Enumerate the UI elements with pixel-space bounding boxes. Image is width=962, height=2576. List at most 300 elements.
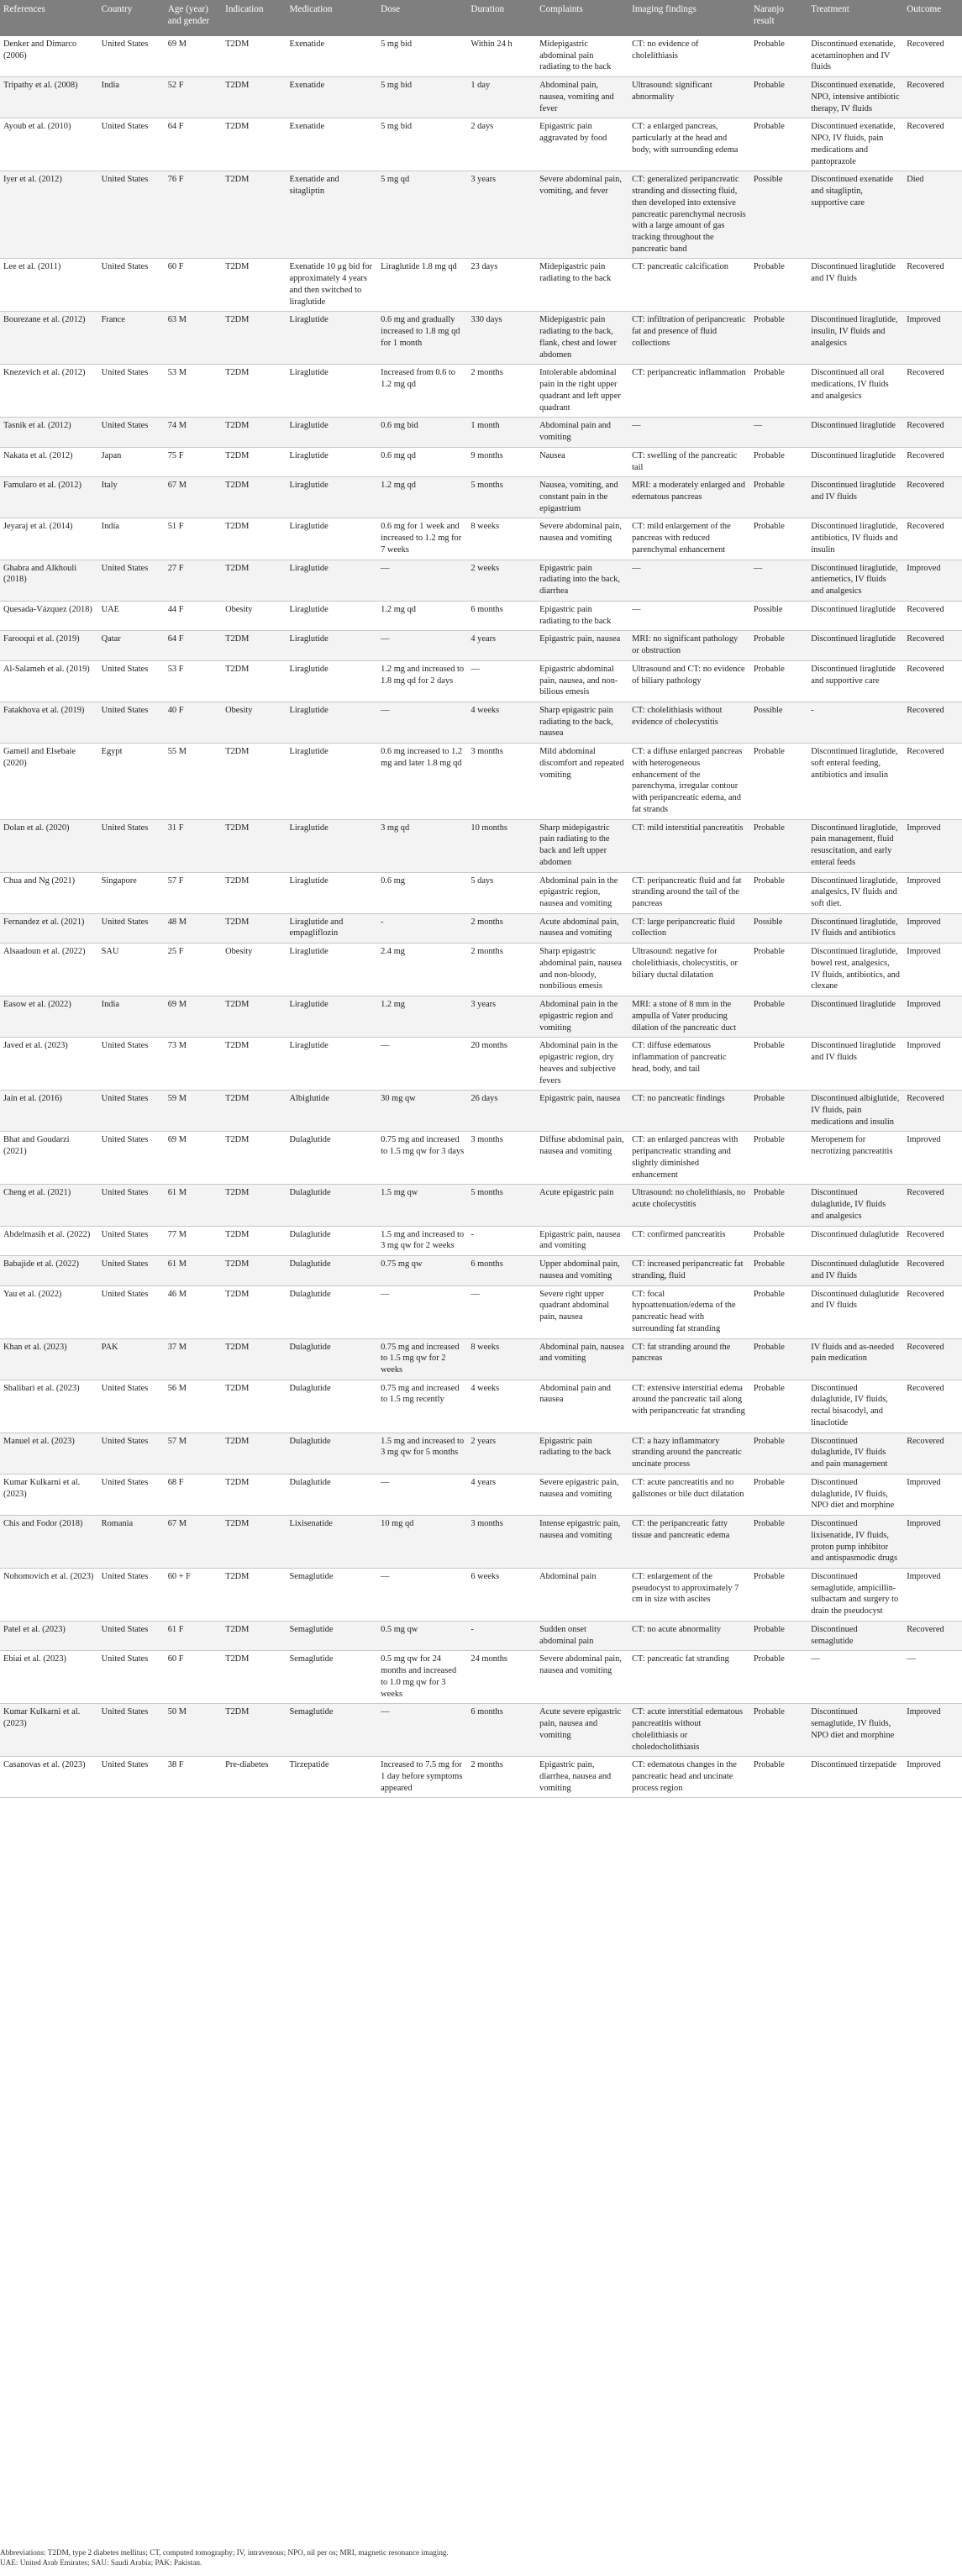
cell-dose: 1.2 mg and increased to 1.8 mg qd for 2 days	[377, 660, 467, 702]
cell-indication: T2DM	[222, 312, 286, 365]
cell-age-gender: 46 M	[165, 1285, 222, 1338]
header-naranjo-result: Naranjo result	[750, 0, 807, 36]
cell-imaging-findings: MRI: a moderately enlarged and edematous pancreas	[628, 477, 750, 518]
cell-country: United States	[98, 1651, 165, 1704]
cell-dose: 1.2 mg	[377, 996, 467, 1038]
cell-treatment: Discontinued liraglutide	[807, 631, 903, 660]
cell-imaging-findings: —	[628, 418, 750, 447]
cell-country: United States	[98, 1380, 165, 1433]
cell-complaints: Epigastric pain, nausea and vomiting	[536, 1226, 628, 1255]
cell-dose: —	[377, 702, 467, 743]
header-duration: Duration	[467, 0, 536, 36]
cell-outcome: Improved	[903, 1704, 962, 1757]
cell-age-gender: 60 + F	[165, 1568, 222, 1621]
cell-naranjo-result: Probable	[750, 77, 807, 118]
cell-medication: Liraglutide	[286, 601, 378, 630]
cell-indication: T2DM	[222, 913, 286, 943]
cell-country: United States	[98, 171, 165, 259]
cell-duration: 3 months	[467, 1132, 536, 1185]
cell-dose: Increased to 7.5 mg for 1 day before symptoms appeared	[377, 1757, 467, 1798]
cell-treatment: Discontinued liraglutide and IV fluids	[807, 259, 903, 312]
cell-duration: -	[467, 1226, 536, 1255]
cell-indication: T2DM	[222, 259, 286, 312]
cell-age-gender: 69 M	[165, 36, 222, 77]
cell-duration: 4 years	[467, 1474, 536, 1515]
cell-medication: Dulaglutide	[286, 1380, 378, 1433]
header-indication: Indication	[222, 0, 286, 36]
table-row	[0, 1568, 962, 1621]
cell-reference: Jeyaraj et al. (2014)	[0, 518, 98, 560]
table-row	[0, 1285, 962, 1338]
cell-country: United States	[98, 1704, 165, 1757]
cell-outcome: Improved	[903, 1757, 962, 1798]
cell-dose: —	[377, 1285, 467, 1338]
table-row	[0, 1621, 962, 1650]
table-body	[0, 36, 962, 1798]
cell-dose: 0.6 mg bid	[377, 418, 467, 447]
cell-reference: Farooqui et al. (2019)	[0, 631, 98, 660]
cell-treatment: Discontinued liraglutide and IV fluids	[807, 477, 903, 518]
cell-complaints: Intense epigastric pain, nausea and vomiting	[536, 1516, 628, 1569]
cell-imaging-findings: Ultrasound: no cholelithiasis, no acute cholecystitis	[628, 1185, 750, 1226]
cell-country: Japan	[98, 447, 165, 476]
cell-treatment: Discontinued dulaglutide, IV fluids and analgesics	[807, 1185, 903, 1226]
table-row	[0, 702, 962, 743]
cell-imaging-findings: CT: confirmed pancreatitis	[628, 1226, 750, 1255]
cell-dose: Increased from 0.6 to 1.2 mg qd	[377, 365, 467, 418]
cell-duration: 3 months	[467, 1516, 536, 1569]
cell-duration: -	[467, 1621, 536, 1650]
cell-outcome: Recovered	[903, 601, 962, 630]
table-row	[0, 744, 962, 819]
cell-imaging-findings: CT: extensive interstitial edema around the pancreatic tail along with peripancreatic fat stranding	[628, 1380, 750, 1433]
cell-indication: T2DM	[222, 1091, 286, 1132]
cell-age-gender: 57 M	[165, 1433, 222, 1474]
cell-complaints: Nausea	[536, 447, 628, 476]
cell-naranjo-result: Probable	[750, 365, 807, 418]
cell-indication: T2DM	[222, 660, 286, 702]
cell-country: PAK	[98, 1338, 165, 1380]
cell-dose: 10 mg qd	[377, 1516, 467, 1569]
cell-imaging-findings: CT: diffuse edematous inflammation of pancreatic head, body, and tail	[628, 1038, 750, 1091]
cell-indication: T2DM	[222, 171, 286, 259]
cell-reference: Javed et al. (2023)	[0, 1038, 98, 1091]
cell-country: India	[98, 518, 165, 560]
cell-outcome: Improved	[903, 1516, 962, 1569]
cell-complaints: Severe right upper quadrant abdominal pain, nausea	[536, 1285, 628, 1338]
cell-medication: Exenatide and sitagliptin	[286, 171, 378, 259]
cell-treatment: -	[807, 702, 903, 743]
cell-complaints: Abdominal pain	[536, 1568, 628, 1621]
cell-imaging-findings: CT: pancreatic fat stranding	[628, 1651, 750, 1704]
table-row	[0, 1185, 962, 1226]
cell-imaging-findings: CT: fat stranding around the pancreas	[628, 1338, 750, 1380]
cell-imaging-findings: CT: pancreatic calcification	[628, 259, 750, 312]
table-row	[0, 77, 962, 118]
cell-duration: 8 weeks	[467, 518, 536, 560]
cell-reference: Bhat and Goudarzi (2021)	[0, 1132, 98, 1185]
cell-outcome: Improved	[903, 819, 962, 872]
cell-complaints: Acute abdominal pain, nausea and vomiting	[536, 913, 628, 943]
cell-country: United States	[98, 1038, 165, 1091]
cell-outcome: Recovered	[903, 1226, 962, 1255]
cell-dose: 0.6 mg and gradually increased to 1.8 mg qd for 1 month	[377, 312, 467, 365]
header-outcome: Outcome	[903, 0, 962, 36]
table-row	[0, 259, 962, 312]
cell-outcome: Recovered	[903, 365, 962, 418]
cell-naranjo-result: Probable	[750, 1285, 807, 1338]
cell-medication: Semaglutide	[286, 1651, 378, 1704]
table-row	[0, 1338, 962, 1380]
cell-indication: Obesity	[222, 702, 286, 743]
cell-indication: T2DM	[222, 872, 286, 913]
cell-dose: 5 mg bid	[377, 118, 467, 171]
cell-naranjo-result: Probable	[750, 1091, 807, 1132]
table-row	[0, 631, 962, 660]
cell-outcome: Recovered	[903, 118, 962, 171]
cell-naranjo-result: Probable	[750, 1256, 807, 1285]
cell-medication: Semaglutide	[286, 1568, 378, 1621]
cell-treatment: IV fluids and as-needed pain medication	[807, 1338, 903, 1380]
cell-dose: 5 mg bid	[377, 36, 467, 77]
table-row	[0, 1651, 962, 1704]
cell-duration: —	[467, 660, 536, 702]
cell-treatment: Discontinued exenatide, NPO, IV fluids, pain medications and pantoprazole	[807, 118, 903, 171]
cell-medication: Lixisenatide	[286, 1516, 378, 1569]
cell-naranjo-result: Probable	[750, 312, 807, 365]
cell-complaints: Sharp epigastric abdominal pain, nausea and non-bloody, nonbilious emesis	[536, 944, 628, 996]
cell-naranjo-result: Probable	[750, 1338, 807, 1380]
cell-country: Italy	[98, 477, 165, 518]
table-row	[0, 1091, 962, 1132]
cell-complaints: Abdominal pain, nausea and vomiting	[536, 1338, 628, 1380]
cell-dose: 0.75 mg qw	[377, 1256, 467, 1285]
cell-treatment: Discontinued liraglutide, analgesics, IV fluids and soft diet.	[807, 872, 903, 913]
cell-country: United States	[98, 418, 165, 447]
cell-outcome: Recovered	[903, 744, 962, 819]
cell-duration: 2 weeks	[467, 560, 536, 601]
cell-duration: 2 months	[467, 913, 536, 943]
cell-complaints: Epigastric pain aggravated by food	[536, 118, 628, 171]
cell-complaints: Midepigastric abdominal pain radiating to the back	[536, 36, 628, 77]
cell-dose: 30 mg qw	[377, 1091, 467, 1132]
table-row	[0, 944, 962, 996]
table-row	[0, 118, 962, 171]
cell-duration: 9 months	[467, 447, 536, 476]
cell-reference: Bourezane et al. (2012)	[0, 312, 98, 365]
cell-outcome: Improved	[903, 312, 962, 365]
cell-duration: 330 days	[467, 312, 536, 365]
cell-reference: Fernandez et al. (2021)	[0, 913, 98, 943]
cell-treatment: Discontinued dulaglutide, IV fluids, rectal bisacodyl, and linaclotide	[807, 1380, 903, 1433]
cell-outcome: Recovered	[903, 1256, 962, 1285]
cell-indication: T2DM	[222, 560, 286, 601]
cell-treatment: Meropenem for necrotizing pancreatitis	[807, 1132, 903, 1185]
cell-outcome: Improved	[903, 913, 962, 943]
cell-dose: 0.6 mg for 1 week and increased to 1.2 mg for 7 weeks	[377, 518, 467, 560]
cell-country: Romania	[98, 1516, 165, 1569]
cell-age-gender: 50 M	[165, 1704, 222, 1757]
cell-naranjo-result: Probable	[750, 1132, 807, 1185]
cell-treatment: Discontinued semaglutide, ampicillin-sulbactam and surgery to drain the pseudocyst	[807, 1568, 903, 1621]
cell-medication: Liraglutide	[286, 447, 378, 476]
cell-medication: Semaglutide	[286, 1621, 378, 1650]
cell-imaging-findings: CT: no acute abnormality	[628, 1621, 750, 1650]
cell-outcome: Recovered	[903, 477, 962, 518]
cell-outcome: Recovered	[903, 259, 962, 312]
cell-naranjo-result: —	[750, 560, 807, 601]
cell-reference: Denker and Dimarco (2006)	[0, 36, 98, 77]
cell-outcome: Recovered	[903, 447, 962, 476]
cell-country: Qatar	[98, 631, 165, 660]
cell-age-gender: 60 F	[165, 259, 222, 312]
cell-medication: Albiglutide	[286, 1091, 378, 1132]
cell-complaints: Severe epigastric pain, nausea and vomiting	[536, 1474, 628, 1515]
cell-complaints: Abdominal pain in the epigastric region, dry heaves and subjective fevers	[536, 1038, 628, 1091]
cell-medication: Semaglutide	[286, 1704, 378, 1757]
table-row	[0, 1474, 962, 1515]
cell-indication: T2DM	[222, 447, 286, 476]
cell-outcome: Improved	[903, 1568, 962, 1621]
cell-treatment: Discontinued lixisenatide, IV fluids, proton pump inhibitor and antispasmodic drugs	[807, 1516, 903, 1569]
header-country: Country	[98, 0, 165, 36]
cell-duration: 6 weeks	[467, 1568, 536, 1621]
cell-medication: Dulaglutide	[286, 1185, 378, 1226]
cell-imaging-findings: CT: cholelithiasis without evidence of cholecystitis	[628, 702, 750, 743]
cell-country: United States	[98, 1433, 165, 1474]
cell-naranjo-result: Probable	[750, 660, 807, 702]
cell-country: Singapore	[98, 872, 165, 913]
cell-medication: Liraglutide	[286, 418, 378, 447]
cell-treatment: Discontinued liraglutide and supportive care	[807, 660, 903, 702]
cell-indication: T2DM	[222, 36, 286, 77]
cell-outcome: Recovered	[903, 702, 962, 743]
cell-naranjo-result: Probable	[750, 1185, 807, 1226]
cell-outcome: Recovered	[903, 1091, 962, 1132]
cell-imaging-findings: Ultrasound: significant abnormality	[628, 77, 750, 118]
table-row	[0, 1132, 962, 1185]
cell-imaging-findings: CT: swelling of the pancreatic tail	[628, 447, 750, 476]
cell-age-gender: 56 M	[165, 1380, 222, 1433]
cell-dose: 0.5 mg qw	[377, 1621, 467, 1650]
cell-reference: Kumar Kulkarni et al. (2023)	[0, 1704, 98, 1757]
cell-country: United States	[98, 1757, 165, 1798]
cell-dose: 0.6 mg	[377, 872, 467, 913]
cell-treatment: Discontinued liraglutide, antiemetics, IV fluids and analgesics	[807, 560, 903, 601]
cell-age-gender: 27 F	[165, 560, 222, 601]
cell-reference: Shalibari et al. (2023)	[0, 1380, 98, 1433]
cell-reference: Cheng et al. (2021)	[0, 1185, 98, 1226]
cell-duration: 5 months	[467, 477, 536, 518]
cell-imaging-findings: CT: focal hypoattenuation/edema of the pancreatic head with surrounding fat stranding	[628, 1285, 750, 1338]
cell-treatment: Discontinued semaglutide	[807, 1621, 903, 1650]
cell-age-gender: 61 M	[165, 1256, 222, 1285]
cell-outcome: Improved	[903, 944, 962, 996]
cell-treatment: Discontinued dulaglutide and IV fluids	[807, 1285, 903, 1338]
table-row	[0, 660, 962, 702]
cell-imaging-findings: CT: a hazy inflammatory stranding around the pancreatic uncinate process	[628, 1433, 750, 1474]
cell-duration: 26 days	[467, 1091, 536, 1132]
cell-medication: Tirzepatide	[286, 1757, 378, 1798]
cell-dose: 0.75 mg and increased to 1.5 mg qw for 2 weeks	[377, 1338, 467, 1380]
cell-complaints: Abdominal pain in the epigastric region and vomiting	[536, 996, 628, 1038]
cell-complaints: Abdominal pain and nausea	[536, 1380, 628, 1433]
cell-complaints: Intolerable abdominal pain in the right upper quadrant and left upper quadrant	[536, 365, 628, 418]
cell-naranjo-result: Probable	[750, 744, 807, 819]
cell-treatment: Discontinued liraglutide	[807, 601, 903, 630]
cell-treatment: Discontinued liraglutide, IV fluids and antibiotics	[807, 913, 903, 943]
cell-naranjo-result: Probable	[750, 1516, 807, 1569]
cell-age-gender: 68 F	[165, 1474, 222, 1515]
cell-imaging-findings: —	[628, 601, 750, 630]
cell-duration: 2 years	[467, 1433, 536, 1474]
table-row	[0, 601, 962, 630]
cell-reference: Ebiai et al. (2023)	[0, 1651, 98, 1704]
cell-imaging-findings: CT: enlargement of the pseudocyst to approximately 7 cm in size with ascites	[628, 1568, 750, 1621]
cell-imaging-findings: CT: increased peripancreatic fat stranding, fluid	[628, 1256, 750, 1285]
cell-complaints: Epigastric pain radiating into the back, diarrhea	[536, 560, 628, 601]
cell-complaints: Abdominal pain in the epigastric region, nausea and vomiting	[536, 872, 628, 913]
cell-naranjo-result: Probable	[750, 996, 807, 1038]
cell-imaging-findings: CT: an enlarged pancreas with peripancreatic stranding and slightly diminished enhancement	[628, 1132, 750, 1185]
cell-treatment: Discontinued all oral medications, IV fluids and analgesics	[807, 365, 903, 418]
cell-imaging-findings: CT: peripancreatic inflammation	[628, 365, 750, 418]
cell-outcome: Recovered	[903, 1185, 962, 1226]
cell-medication: Liraglutide	[286, 819, 378, 872]
cell-imaging-findings: CT: edematous changes in the pancreatic head and uncinate process region	[628, 1757, 750, 1798]
cell-treatment: Discontinued liraglutide, pain management, fluid resuscitation, and early enteral feeds	[807, 819, 903, 872]
cell-dose: 0.6 mg qd	[377, 447, 467, 476]
cell-age-gender: 52 F	[165, 77, 222, 118]
header-references: References	[0, 0, 98, 36]
cell-medication: Liraglutide	[286, 744, 378, 819]
cell-medication: Liraglutide and empagliflozin	[286, 913, 378, 943]
cell-naranjo-result: Probable	[750, 36, 807, 77]
cell-naranjo-result: —	[750, 418, 807, 447]
cell-treatment: Discontinued liraglutide, insulin, IV fluids and analgesics	[807, 312, 903, 365]
cell-imaging-findings: CT: peripancreatic fluid and fat stranding around the tail of the pancreas	[628, 872, 750, 913]
cell-complaints: Acute epigastric pain	[536, 1185, 628, 1226]
cell-indication: T2DM	[222, 365, 286, 418]
cell-imaging-findings: Ultrasound and CT: no evidence of biliary pathology	[628, 660, 750, 702]
cell-naranjo-result: Probable	[750, 1226, 807, 1255]
cell-dose: 0.75 mg and increased to 1.5 mg qw for 3 days	[377, 1132, 467, 1185]
table-row	[0, 312, 962, 365]
cell-complaints: Severe abdominal pain, nausea and vomiting	[536, 1651, 628, 1704]
cell-duration: 2 months	[467, 944, 536, 996]
cell-indication: T2DM	[222, 1474, 286, 1515]
cell-indication: Obesity	[222, 601, 286, 630]
cell-medication: Liraglutide	[286, 365, 378, 418]
cell-duration: 23 days	[467, 259, 536, 312]
table-row	[0, 1516, 962, 1569]
cell-age-gender: 53 M	[165, 365, 222, 418]
cell-age-gender: 63 M	[165, 312, 222, 365]
cell-duration: 20 months	[467, 1038, 536, 1091]
cell-complaints: Severe abdominal pain, nausea and vomiting	[536, 518, 628, 560]
cell-indication: T2DM	[222, 1568, 286, 1621]
cell-country: India	[98, 77, 165, 118]
cell-country: United States	[98, 913, 165, 943]
cell-dose: —	[377, 631, 467, 660]
cell-country: SAU	[98, 944, 165, 996]
cell-dose: 1.5 mg and increased to 3 mg qw for 2 weeks	[377, 1226, 467, 1255]
cell-treatment: Discontinued dulaglutide	[807, 1226, 903, 1255]
cell-duration: 6 months	[467, 1256, 536, 1285]
table-footnotes	[0, 2547, 962, 2568]
cell-imaging-findings: —	[628, 560, 750, 601]
cell-reference: Jain et al. (2016)	[0, 1091, 98, 1132]
cell-medication: Dulaglutide	[286, 1132, 378, 1185]
cell-country: United States	[98, 365, 165, 418]
cell-complaints: Sharp midepigastric pain radiating to the back and left upper abdomen	[536, 819, 628, 872]
cell-imaging-findings: CT: acute interstitial edematous pancreatitis without cholelithiasis or choledocholithiasis	[628, 1704, 750, 1757]
cell-dose: 0.5 mg qw for 24 months and increased to 1.0 mg qw for 3 weeks	[377, 1651, 467, 1704]
cell-outcome: Improved	[903, 1474, 962, 1515]
table-row	[0, 477, 962, 518]
cell-treatment: Discontinued exenatide, NPO, intensive antibiotic therapy, IV fluids	[807, 77, 903, 118]
cell-reference: Khan et al. (2023)	[0, 1338, 98, 1380]
cell-dose: —	[377, 1704, 467, 1757]
cell-dose: 2.4 mg	[377, 944, 467, 996]
cell-medication: Exenatide 10 μg bid for approximately 4 years and then switched to liraglutide	[286, 259, 378, 312]
cell-indication: T2DM	[222, 477, 286, 518]
cell-naranjo-result: Probable	[750, 477, 807, 518]
cell-medication: Dulaglutide	[286, 1433, 378, 1474]
cell-age-gender: 31 F	[165, 819, 222, 872]
cell-dose: 1.5 mg qw	[377, 1185, 467, 1226]
cell-age-gender: 37 M	[165, 1338, 222, 1380]
cell-country: United States	[98, 1226, 165, 1255]
cell-naranjo-result: Probable	[750, 944, 807, 996]
cell-outcome: Recovered	[903, 1285, 962, 1338]
cell-medication: Dulaglutide	[286, 1226, 378, 1255]
cell-dose: Liraglutide 1.8 mg qd	[377, 259, 467, 312]
cell-age-gender: 69 M	[165, 996, 222, 1038]
cell-complaints: Abdominal pain and vomiting	[536, 418, 628, 447]
cell-medication: Liraglutide	[286, 872, 378, 913]
cell-age-gender: 38 F	[165, 1757, 222, 1798]
table-row	[0, 1757, 962, 1798]
cell-indication: T2DM	[222, 819, 286, 872]
cell-age-gender: 64 F	[165, 631, 222, 660]
cell-medication: Dulaglutide	[286, 1474, 378, 1515]
cell-reference: Yau et al. (2022)	[0, 1285, 98, 1338]
cell-country: India	[98, 996, 165, 1038]
cell-indication: T2DM	[222, 631, 286, 660]
cell-treatment: Discontinued dulaglutide and IV fluids	[807, 1256, 903, 1285]
cell-medication: Liraglutide	[286, 1038, 378, 1091]
footnote-country-codes: UAE: United Arab Emirates; SAU: Saudi Arabia; PAK: Pakistan.	[0, 2558, 202, 2568]
cell-country: United States	[98, 1132, 165, 1185]
table-row	[0, 1380, 962, 1433]
cell-complaints: Mild abdominal discomfort and repeated vomiting	[536, 744, 628, 819]
cell-reference: Nakata et al. (2012)	[0, 447, 98, 476]
cell-age-gender: 74 M	[165, 418, 222, 447]
cell-reference: Babajide et al. (2022)	[0, 1256, 98, 1285]
cell-dose: 5 mg qd	[377, 171, 467, 259]
cell-complaints: Upper abdominal pain, nausea and vomiting	[536, 1256, 628, 1285]
cell-age-gender: 61 M	[165, 1185, 222, 1226]
cell-imaging-findings: MRI: a stone of 8 mm in the ampulla of Vater producing dilation of the pancreatic duct	[628, 996, 750, 1038]
cell-dose: 0.75 mg and increased to 1.5 mg recently	[377, 1380, 467, 1433]
cell-imaging-findings: CT: mild interstitial pancreatitis	[628, 819, 750, 872]
cell-complaints: Midepigastric pain radiating to the back	[536, 259, 628, 312]
cell-medication: Liraglutide	[286, 312, 378, 365]
table-row	[0, 36, 962, 77]
cell-indication: T2DM	[222, 1621, 286, 1650]
cell-medication: Liraglutide	[286, 518, 378, 560]
